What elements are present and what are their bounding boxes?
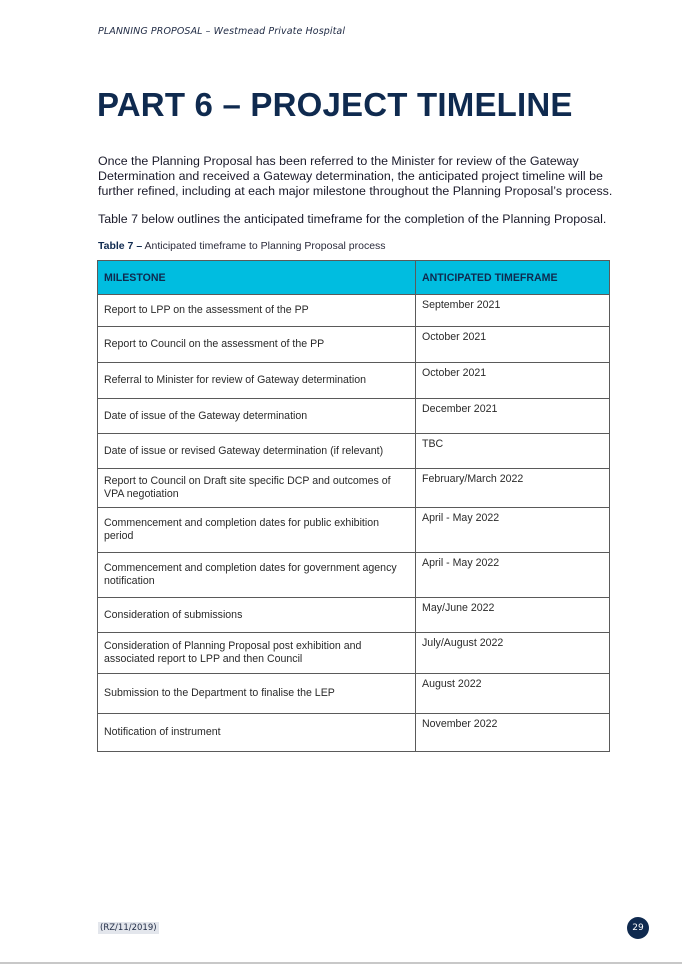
table-caption-label: Table 7 – — [98, 240, 143, 252]
milestone-cell: Submission to the Department to finalise the LEP — [98, 674, 416, 714]
timeframe-cell: August 2022 — [416, 674, 610, 714]
milestone-cell: Report to LPP on the assessment of the PP — [98, 295, 416, 327]
milestone-cell: Report to Council on Draft site specific DCP and outcomes of VPA negotiation — [98, 469, 416, 508]
timeframe-cell: September 2021 — [416, 295, 610, 327]
timeframe-cell: October 2021 — [416, 363, 610, 399]
milestone-cell: Consideration of Planning Proposal post exhibition and associated report to LPP and then Council — [98, 633, 416, 674]
milestone-cell: Commencement and completion dates for government agency notification — [98, 553, 416, 598]
timeframe-cell: October 2021 — [416, 327, 610, 363]
page-bottom-divider — [0, 962, 682, 964]
table-row — [98, 553, 610, 598]
table-row — [98, 399, 610, 434]
milestone-cell: Date of issue or revised Gateway determination (if relevant) — [98, 434, 416, 469]
table-row — [98, 633, 610, 674]
timeframe-cell: May/June 2022 — [416, 598, 610, 633]
milestone-cell: Notification of instrument — [98, 714, 416, 752]
page-number-badge: 29 — [627, 917, 649, 939]
running-header: PLANNING PROPOSAL – Westmead Private Hospital — [98, 26, 346, 37]
table-row — [98, 295, 610, 327]
column-header-milestone: MILESTONE — [98, 261, 416, 295]
timeframe-cell: February/March 2022 — [416, 469, 610, 508]
table-row — [98, 598, 610, 633]
table-intro-paragraph: Table 7 below outlines the anticipated timeframe for the completion of the Planning Proposal. — [98, 212, 607, 226]
table-row — [98, 508, 610, 553]
timeframe-cell: April - May 2022 — [416, 508, 610, 553]
table-header-row — [98, 261, 610, 295]
timeframe-cell: July/August 2022 — [416, 633, 610, 674]
table-caption-text: Anticipated timeframe to Planning Proposal process — [142, 240, 386, 252]
milestone-cell: Referral to Minister for review of Gateway determination — [98, 363, 416, 399]
table-caption — [98, 240, 386, 252]
intro-paragraph: Once the Planning Proposal has been referred to the Minister for review of the Gateway Determination and received a Gateway determination, the anticipated project timeline will be further refined, including at each major milestone throughout the Planning Proposal’s process. — [98, 154, 613, 198]
timeline-table — [97, 260, 610, 752]
milestone-cell: Consideration of submissions — [98, 598, 416, 633]
milestone-cell: Report to Council on the assessment of the PP — [98, 327, 416, 363]
column-header-timeframe: ANTICIPATED TIMEFRAME — [416, 261, 610, 295]
footer-reference: (RZ/11/2019) — [100, 923, 157, 933]
timeframe-cell: April - May 2022 — [416, 553, 610, 598]
page-title: PART 6 – PROJECT TIMELINE — [97, 86, 573, 123]
table-row — [98, 674, 610, 714]
milestone-cell: Date of issue of the Gateway determination — [98, 399, 416, 434]
table-row — [98, 363, 610, 399]
table-row — [98, 434, 610, 469]
timeframe-cell: TBC — [416, 434, 610, 469]
timeframe-cell: November 2022 — [416, 714, 610, 752]
table-row — [98, 469, 610, 508]
milestone-cell: Commencement and completion dates for public exhibition period — [98, 508, 416, 553]
table-row — [98, 327, 610, 363]
timeframe-cell: December 2021 — [416, 399, 610, 434]
table-row — [98, 714, 610, 752]
